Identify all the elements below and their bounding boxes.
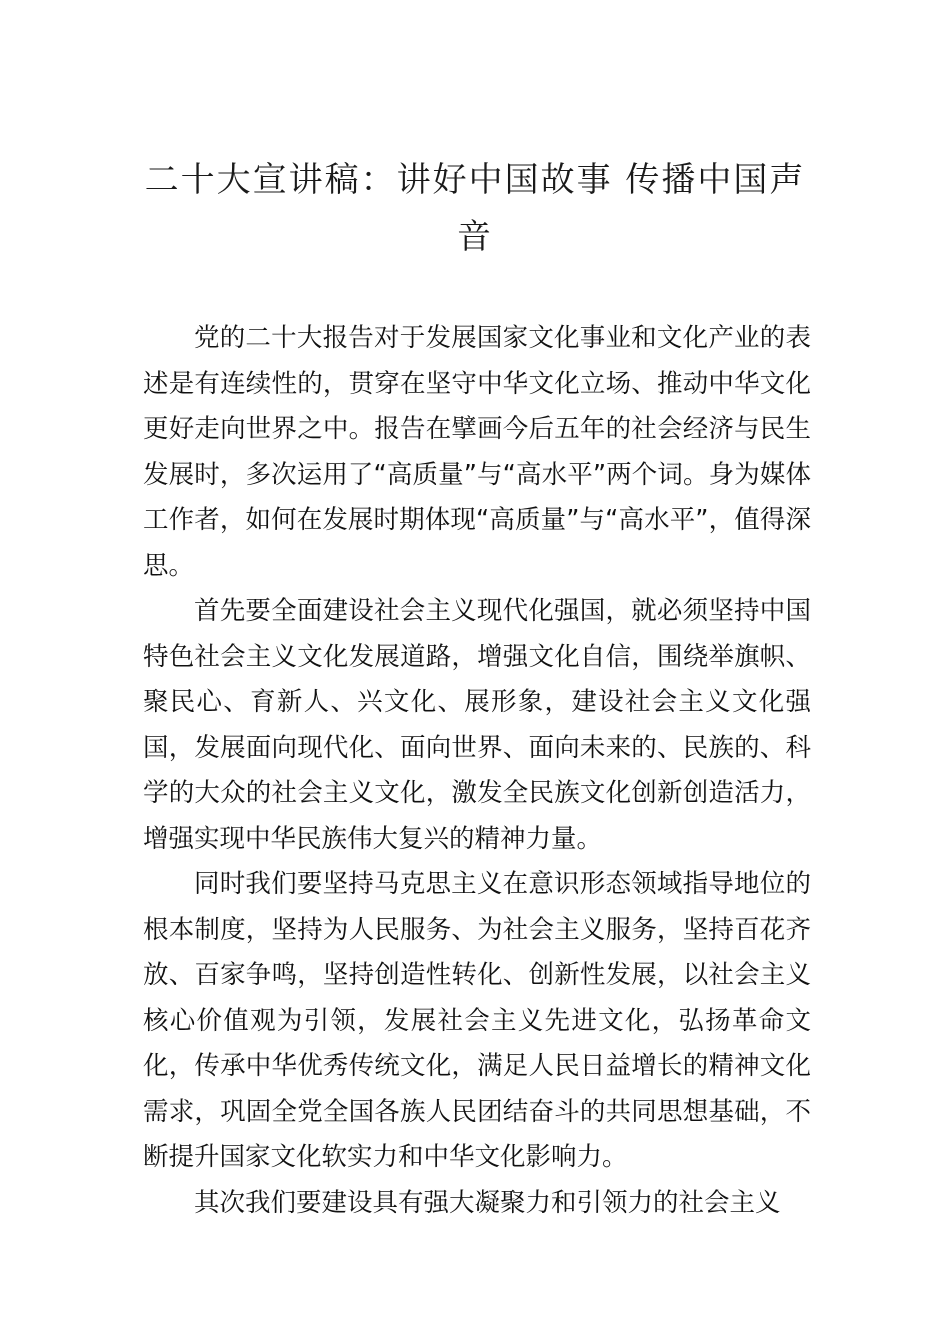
paragraph-2: 首先要全面建设社会主义现代化强国，就必须坚持中国特色社会主义文化发展道路，增强文化自信，围绕举旗帜、聚民心、育新人、兴文化、展形象，建设社会主义文化强国，发展面向现代化、面向世界、面向未来的、民族的、科学的大众的社会主义文化，激发全民族文化创新创造活力，增强实现中华民族伟大复兴的精神力量。 (143, 596, 811, 854)
document-title: 二十大宣讲稿：讲好中国故事 传播中国声音 (144, 160, 806, 257)
paragraph-3: 同时我们要坚持马克思主义在意识形态领域指导地位的根本制度，坚持为人民服务、为社会主义服务，坚持百花齐放、百家争鸣，坚持创造性转化、创新性发展，以社会主义核心价值观为引领，发展社会主义先进文化，弘扬革命文化，传承中华优秀传统文化，满足人民日益增长的精神文化需求，巩固全党全国各族人民团结奋斗的共同思想基础，不断提升国家文化软实力和中华文化影响力。 (143, 869, 811, 1172)
paragraph-1: 党的二十大报告对于发展国家文化事业和文化产业的表述是有连续性的，贯穿在坚守中华文化立场、推动中华文化更好走向世界之中。报告在擘画今后五年的社会经济与民生发展时，多次运用了“高质量”与“高水平”两个词。身为媒体工作者，如何在发展时期体现“高质量”与“高水平”，值得深思。 (143, 323, 811, 581)
paragraph-4: 其次我们要建设具有强大凝聚力和引领力的社会主义 (194, 1187, 781, 1218)
document-body (143, 316, 811, 1226)
